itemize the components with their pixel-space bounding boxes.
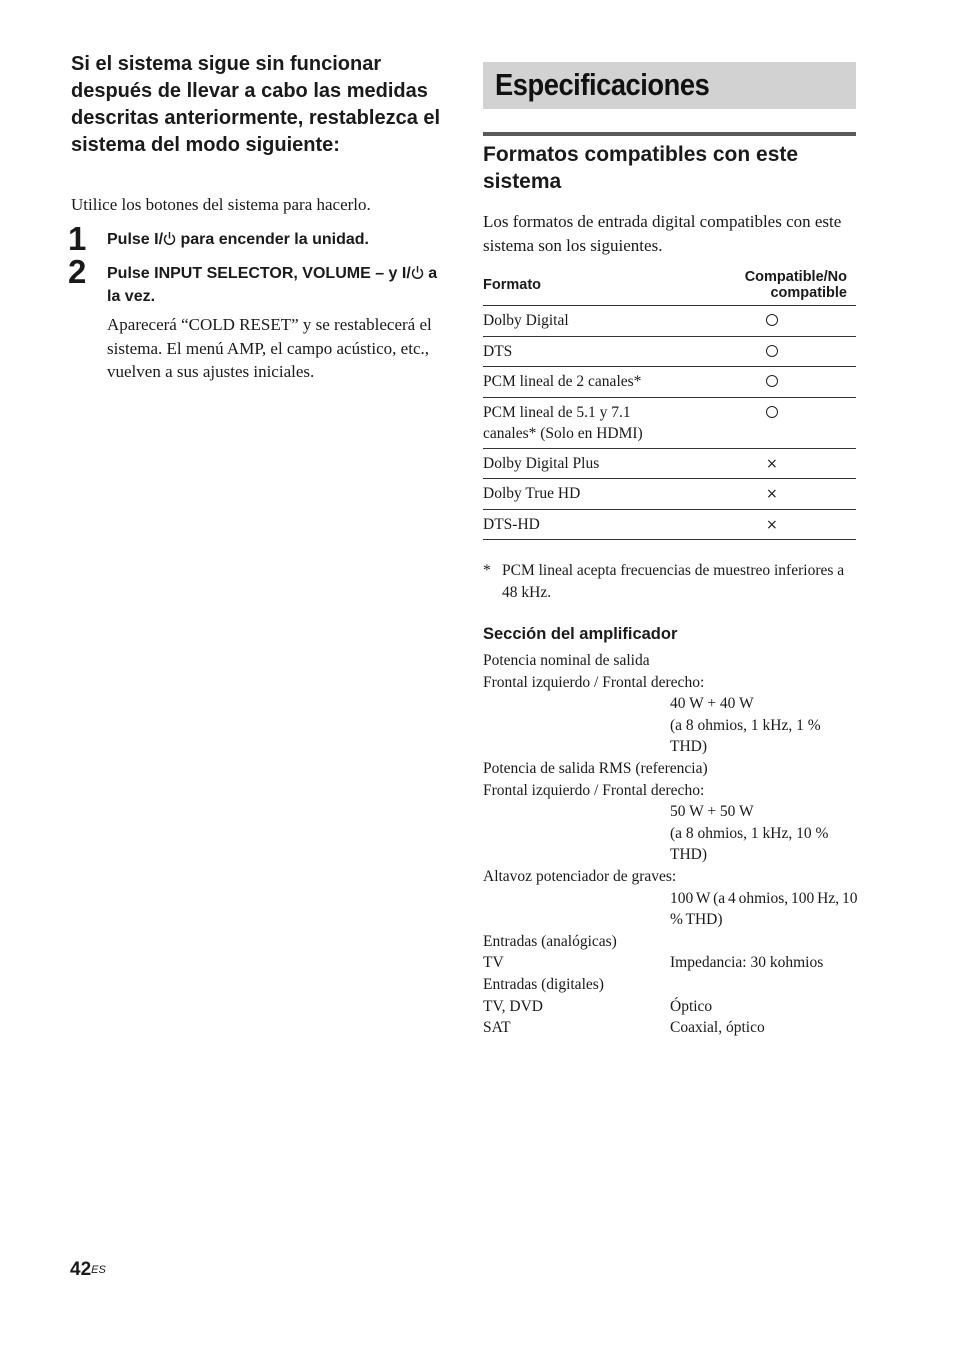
format-cell: PCM lineal de 2 canales* (483, 367, 673, 398)
spec-subwoofer-label: Altavoz potenciador de graves: (483, 867, 677, 885)
circle-icon (766, 406, 778, 418)
page-language-suffix: ES (91, 1264, 106, 1276)
troubleshooting-intro: Utilice los botones del sistema para hacerlo. (71, 195, 371, 214)
compatible-mark (673, 336, 856, 367)
step-1-number: 1 (68, 220, 87, 257)
troubleshooting-heading: Si el sistema sigue sin funcionar después de llevar a cabo las medidas descritas anteriormente, restablezca el sistema del modo siguiente: (71, 53, 441, 156)
spec-analog-inputs-label: Entradas (analógicas) (483, 932, 617, 950)
section-title: Especificaciones (495, 67, 710, 102)
circle-icon (766, 345, 778, 357)
spec-rated-power-label: Potencia nominal de salida (483, 652, 650, 669)
spec-tvdvd-label: TV, DVD (483, 997, 543, 1015)
compatible-mark (673, 306, 856, 337)
format-cell: Dolby Digital Plus (483, 448, 673, 479)
amplifier-section-heading: Sección del amplificador (483, 625, 678, 643)
step-2-text (107, 262, 447, 308)
step-2-number: 2 (68, 253, 87, 290)
spec-tv-value: Impedancia: 30 kohmios (670, 954, 824, 972)
table-header-row (483, 266, 856, 306)
cross-icon: × (766, 486, 778, 502)
format-cell: Dolby Digital (483, 306, 673, 337)
spec-sat-value: Coaxial, óptico (670, 1019, 765, 1037)
circle-icon (766, 375, 778, 387)
column-header-compatibility: Compatible/No compatible (673, 266, 856, 306)
format-cell: DTS-HD (483, 509, 673, 540)
format-cell: Dolby True HD (483, 479, 673, 510)
spec-rated-power-conditions: (a 8 ohmios, 1 kHz, 1 % THD) (670, 716, 821, 756)
circle-icon (766, 314, 778, 326)
spec-tvdvd-row (483, 996, 858, 1018)
spec-rms-power-conditions: (a 8 ohmios, 1 kHz, 10 % THD) (670, 824, 829, 864)
spec-rated-power-value: 40 W + 40 W (670, 695, 754, 713)
table-row (483, 509, 856, 540)
cross-icon: × (766, 516, 778, 533)
incompatible-mark (673, 509, 856, 540)
table-row (483, 306, 856, 337)
column-header-format: Formato (483, 266, 673, 306)
step-1-text-before: Pulse I/ (107, 231, 164, 248)
spec-tv-label: TV (483, 954, 504, 972)
spec-rms-power-label: Potencia de salida RMS (referencia) (483, 759, 708, 777)
step-1-text (107, 228, 447, 251)
formats-heading: Formatos compatibles con este sistema (483, 143, 799, 193)
step-2-text-after: a la vez. (107, 265, 438, 305)
table-row (483, 367, 856, 398)
step-1-text-after: para encender la unidad. (176, 231, 369, 248)
spec-rms-power-value: 50 W + 50 W (670, 803, 754, 821)
spec-sat-row (483, 1017, 858, 1039)
step-2-text-before: Pulse INPUT SELECTOR, VOLUME – y I/ (107, 265, 411, 282)
footnote-marker: * (483, 562, 491, 579)
incompatible-mark (673, 448, 856, 479)
table-row (483, 397, 856, 448)
page-number-value: 42 (70, 1259, 92, 1280)
power-icon (411, 265, 424, 280)
amplifier-specs (483, 650, 858, 1039)
footnote-text: PCM lineal acepta frecuencias de muestreo inferiores a 48 kHz. (502, 562, 845, 601)
formats-table (483, 266, 856, 540)
spec-tvdvd-value: Óptico (670, 997, 713, 1015)
formats-intro: Los formatos de entrada digital compatibles con este sistema son los siguientes. (483, 212, 842, 255)
format-cell: DTS (483, 336, 673, 367)
incompatible-mark (673, 479, 856, 510)
power-icon (163, 231, 176, 246)
section-divider (483, 132, 856, 136)
spec-digital-inputs-label: Entradas (digitales) (483, 975, 604, 993)
table-footnote (483, 560, 856, 603)
compatible-mark (673, 367, 856, 398)
table-row (483, 336, 856, 367)
step-2-detail: Aparecerá “COLD RESET” y se restablecerá el sistema. El menú AMP, el campo acústico, etc., vuelven a sus ajustes iniciales. (107, 315, 432, 381)
spec-subwoofer-value: 100 W (a 4 ohmios, 100 Hz, 10 % THD) (670, 889, 858, 929)
spec-front-lr-label: Frontal izquierdo / Frontal derecho: (483, 781, 705, 799)
spec-front-lr-label: Frontal izquierdo / Frontal derecho: (483, 673, 705, 691)
format-cell: PCM lineal de 5.1 y 7.1 canales* (Solo en HDMI) (483, 397, 673, 448)
section-title-bar (483, 62, 856, 109)
spec-tv-row (483, 952, 858, 974)
table-row (483, 448, 856, 479)
page-number (70, 1258, 106, 1282)
table-row (483, 479, 856, 510)
cross-icon: × (766, 455, 778, 472)
spec-sat-label: SAT (483, 1019, 511, 1037)
compatible-mark (673, 397, 856, 448)
